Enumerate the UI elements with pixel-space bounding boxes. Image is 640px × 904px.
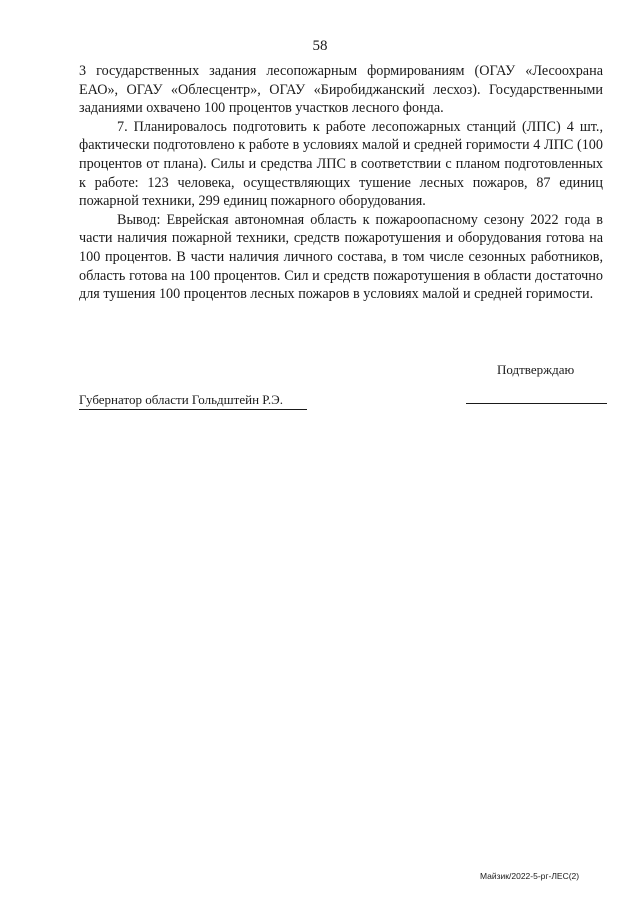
footer-document-code: Майзик/2022-5-рг-ЛЕС(2)	[480, 871, 580, 881]
signatory-name: Губернатор области Гольдштейн Р.Э.	[79, 392, 307, 410]
paragraph-conclusion: Вывод: Еврейская автономная область к пожароопасному сезону 2022 года в части наличия пожарной техники, средств пожаротушения и оборудования готова на 100 процентов. В части наличия личного состава, в том числе сезонных работников, область готова на 100 процентов. Сил и средств пожаротушения в области достаточно для тушения 100 процентов лесных пожаров в условиях малой и средней горимости.	[79, 211, 603, 303]
paragraph-fire-stations: 7. Планировалось подготовить к работе лесопожарных станций (ЛПС) 4 шт., фактически подготовлено к работе в условиях малой и средней горимости 4 ЛПС (100 процентов от плана). Силы и средства ЛПС в соответствии с планом подготовленных к работе: 123 человека, осуществляющих тушение лесных пожаров, 87 единиц пожарной техники, 299 единиц пожарного оборудования.	[79, 118, 603, 210]
paragraph-state-tasks: 3 государственных задания лесопожарным формированиям (ОГАУ «Лесоохрана ЕАО», ОГАУ «Облесцентр», ОГАУ «Биробиджанский лесхоз). Государственными заданиями охвачено 100 процентов участков лесного фонда.	[79, 63, 603, 117]
signature-line	[466, 403, 607, 404]
confirm-label: Подтверждаю	[497, 362, 575, 377]
document-body	[79, 62, 603, 304]
page-number: 58	[312, 38, 328, 54]
